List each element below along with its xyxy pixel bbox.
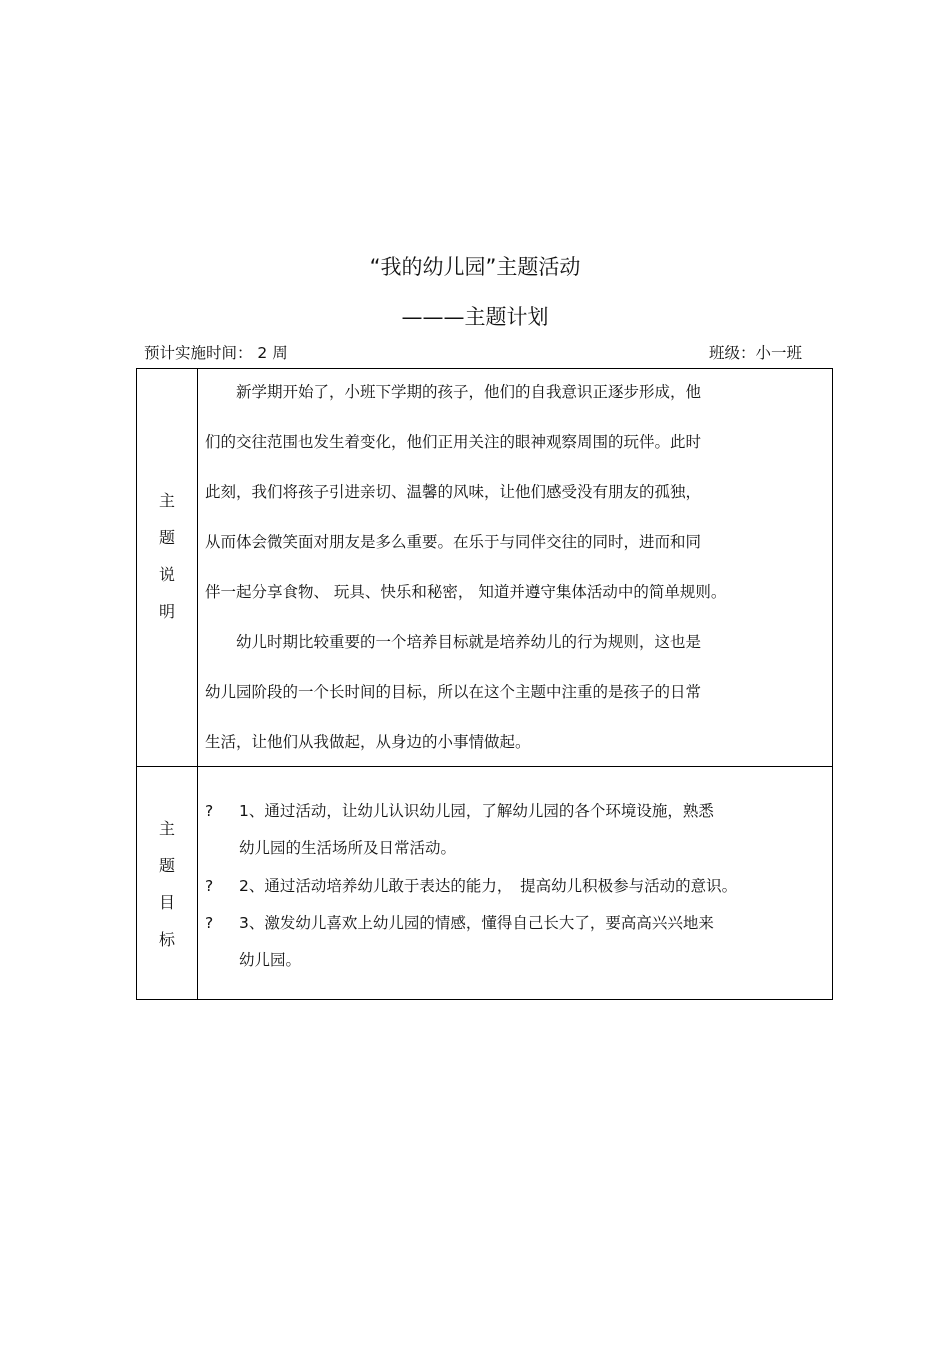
theme-plan-table [136, 368, 833, 1000]
goal-bullet: ? [205, 877, 214, 895]
goal-bullet: ? [205, 802, 214, 820]
label-char: 明 [158, 602, 175, 621]
column-divider [197, 369, 198, 999]
description-line: 从而体会微笑面对朋友是多么重要。在乐于与同伴交往的同时，进而和同 [205, 533, 702, 551]
description-line: 幼儿园阶段的一个长时间的目标，所以在这个主题中注重的是孩子的日常 [205, 683, 702, 701]
goal-line: 2、通过活动培养幼儿敢于表达的能力， 提高幼儿积极参与活动的意识。 [239, 877, 738, 895]
label-char: 目 [158, 893, 175, 912]
label-char: 题 [158, 856, 175, 875]
description-line: 幼儿时期比较重要的一个培养目标就是培养幼儿的行为规则，这也是 [205, 633, 702, 651]
theme-goals-label [137, 810, 197, 958]
description-line: 们的交往范围也发生着变化，他们正用关注的眼神观察周围的玩伴。此时 [205, 433, 702, 451]
duration-info: 预计实施时间： 2 周 [144, 344, 288, 362]
goal-line: 幼儿园的生活场所及日常活动。 [239, 839, 457, 857]
theme-description-label [137, 482, 197, 630]
label-char: 题 [158, 528, 175, 547]
description-line: 新学期开始了，小班下学期的孩子，他们的自我意识正逐步形成，他 [205, 383, 702, 401]
goal-line: 1、通过活动，让幼儿认识幼儿园，了解幼儿园的各个环境设施，熟悉 [239, 802, 714, 820]
goal-bullet: ? [205, 914, 214, 932]
goal-line: 幼儿园。 [239, 951, 302, 969]
description-line: 伴一起分享食物、 玩具、快乐和秘密， 知道并遵守集体活动中的简单规则。 [205, 583, 727, 601]
goal-line: 3、激发幼儿喜欢上幼儿园的情感，懂得自己长大了，要高高兴兴地来 [239, 914, 714, 932]
page-title: “我的幼儿园”主题活动 [369, 255, 581, 279]
description-line: 生活，让他们从我做起，从身边的小事情做起。 [205, 733, 531, 751]
page-subtitle: ———主题计划 [401, 305, 549, 329]
label-char: 主 [158, 819, 175, 838]
label-char: 标 [158, 930, 175, 949]
class-info: 班级：小一班 [708, 344, 802, 362]
description-line: 此刻，我们将孩子引进亲切、温馨的风味，让他们感受没有朋友的孤独， [205, 483, 702, 501]
label-char: 说 [158, 565, 175, 584]
label-char: 主 [158, 491, 175, 510]
row-divider [137, 766, 832, 767]
